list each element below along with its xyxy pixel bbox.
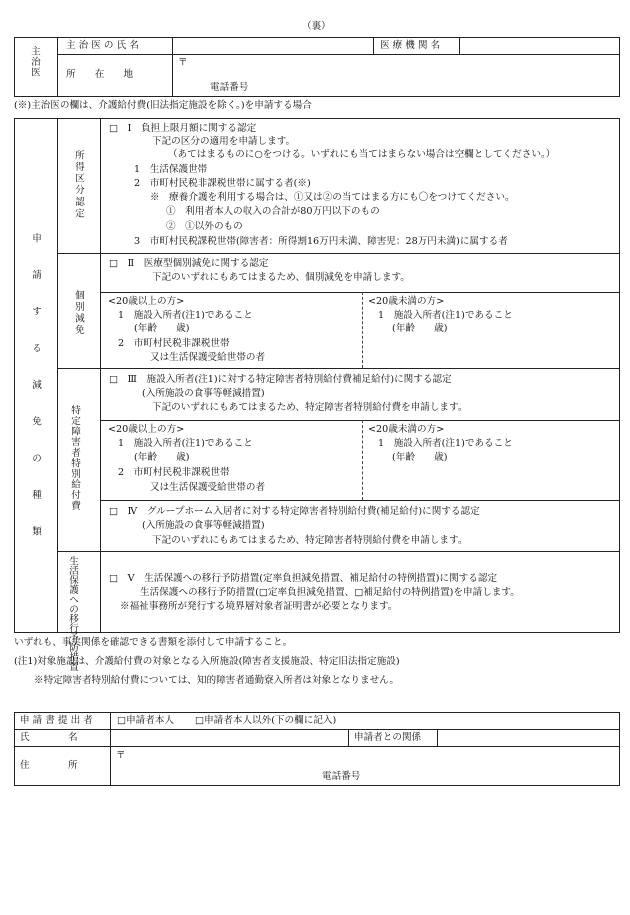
income-checkbox-label[interactable]: □ Ⅰ 負担上限月額に関する認定 [109,123,257,134]
doctor-name-label: 主 治 医 の 氏 名 [66,40,139,51]
special-line-2: (入所施設の食事等軽減措置) [142,388,265,399]
individual-line-2: 下記のいずれにもあてはまるため、個別減免を申請します。 [152,272,410,283]
individual-under20-item-1: 1 施設入所者(注1)であること [378,310,513,321]
individual-over20-item-1: 1 施設入所者(注1)であること [118,310,253,321]
special-checkbox-label[interactable]: □ Ⅲ 施設入所者(注1)に対する特定障害者特別給付費補足給付)に関する認定 [109,374,452,385]
special-under20-age: (年齢 歳) [392,452,448,463]
transition-line-3: ※福祉事務所が発行する境界層対象者証明書が必要となります。 [120,601,398,612]
relation-label: 申請者との関係 [354,732,422,743]
income-option-3: 3 市町村民税課税世帯(障害者：所得割16万円未満、障害児：28万円未満)に属する者 [134,236,508,247]
submitter-name-field[interactable] [112,730,346,745]
income-option-1: 1 生活保護世帯 [134,164,208,175]
individual-over20-item-2: 2 市町村民税非課税世帯 [118,338,230,349]
special-under20-heading: <20歳未満の方> [368,424,445,435]
special-side-label: 特定障害者特別給付費 [69,405,80,511]
individual-side-label: 個別減免 [72,290,84,337]
income-side-label: 所得区分認定 [72,150,84,220]
doctor-name-field[interactable] [174,38,372,53]
submitter-address-label: 住 所 [20,760,78,771]
page-label: （裏） [302,21,331,32]
individual-under20-age: (年齢 歳) [392,323,448,334]
institution-label: 医 療 機 関 名 [380,40,441,51]
institution-field[interactable] [461,38,618,53]
submitter-self-checkbox[interactable]: □申請者本人 [117,715,175,726]
individual-under20-heading: <20歳未満の方> [368,296,445,307]
individual-over20-heading: <20歳以上の方> [108,296,185,307]
special-line-3: 下記のいずれにもあてはまるため、特定障害者特別給付費を申請します。 [152,402,468,413]
individual-over20-item-2b: 又は生活保護受給世帯の者 [150,352,266,363]
doctor-note: (※)主治医の欄は、介護給付費(旧法指定施設を除く。)を申請する場合 [14,100,312,111]
income-note: ※ 療養介護を利用する場合は、①又は②の当てはまる方にも〇をつけてください。 [150,192,515,203]
submitter-address-field[interactable] [128,748,618,768]
doctor-side-label: 主治医 [28,46,40,78]
note-attach: いずれも、事実関係を確認できる書類を添付して申請すること。 [14,637,293,648]
submitter-other-checkbox[interactable]: □申請者本人以外(下の欄に記入) [195,715,337,726]
note-special: ※特定障害者特別給付費については、知的障害者通勤寮入所者は対象となりません。 [34,675,399,686]
special-over20-item-1: 1 施設入所者(注1)であること [118,438,253,449]
income-option-2: 2 市町村民税非課税世帯に属する者(※) [134,178,311,189]
group-home-line-2: (入所施設の食事等軽減措置) [142,520,265,531]
group-home-checkbox-label[interactable]: □ Ⅳ グループホーム入居者に対する特定障害者特別給付費(補足給付)に関する認定 [109,506,480,517]
transition-side-label: 生活保護への移行予防措置 [67,556,78,672]
special-over20-item-2b: 又は生活保護受給世帯の者 [150,482,266,493]
note-facilities: (注1)対象施設は、介護給付費の対象となる入所施設(障害者支援施設、特定旧法指定施設) [14,656,400,667]
type-side-label: 申 請 す る 減 免 の 種 類 [30,233,41,548]
relation-field[interactable] [439,730,618,745]
special-over20-item-2: 2 市町村民税非課税世帯 [118,467,230,478]
submitter-name-label: 氏 名 [20,732,78,743]
special-over20-age: (年齢 歳) [134,452,190,463]
transition-line-2: 生活保護への移行予防措置(□定率負担減免措置、□補足給付の特例措置)を申請します。 [140,587,520,598]
doctor-phone-label: 電話番号 [210,82,249,93]
doctor-address-label: 所 在 地 [66,69,134,80]
income-sub-2: ② ①以外のもの [166,221,243,232]
doctor-postal-mark: 〒 [178,57,188,68]
income-line-2: 下記の区分の適用を申請します。 [152,136,296,147]
submitter-label: 申 請 書 提 出 者 [20,715,93,726]
submitter-phone-label: 電話番号 [322,771,361,782]
income-sub-1: ① 利用者本人の収入の合計が80万円以下のもの [166,206,380,217]
special-under20-item-1: 1 施設入所者(注1)であること [378,438,513,449]
individual-checkbox-label[interactable]: □ Ⅱ 医療型個別減免に関する認定 [109,258,269,269]
group-home-line-3: 下記のいずれにもあてはまるため、特定障害者特別給付費を申請します。 [152,535,468,546]
doctor-address-field[interactable] [190,56,618,78]
submitter-postal-mark: 〒 [116,750,126,761]
transition-checkbox-label[interactable]: □ Ⅴ 生活保護への移行予防措置(定率負担減免措置、補足給付の特例措置)に関する認定 [109,573,498,584]
income-line-3: （あてはまるものに○をつける。いずれにも当てはまらない場合は空欄としてください。） [168,149,556,160]
individual-over20-age: (年齢 歳) [134,323,190,334]
special-over20-heading: <20歳以上の方> [108,424,185,435]
